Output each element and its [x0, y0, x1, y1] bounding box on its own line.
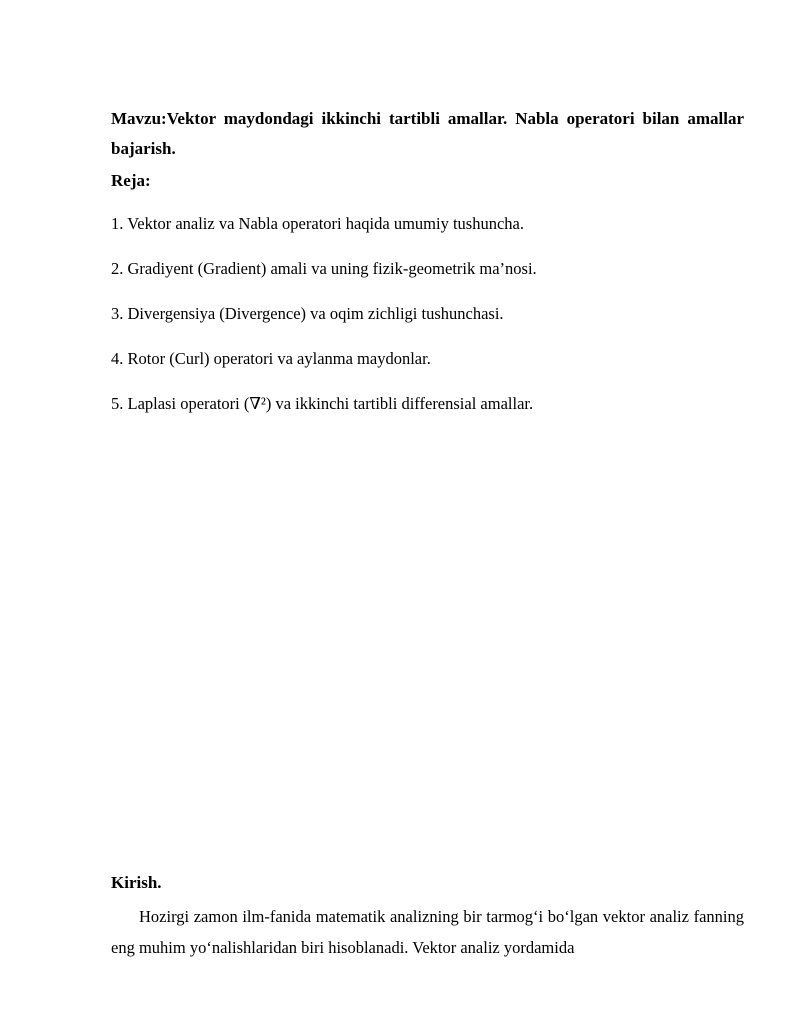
intro-paragraph: Hozirgi zamon ilm-fanida matematik analizning bir tarmog‘i bo‘lgan vektor analiz fanning eng muhim yo‘nalishlaridan biri hisoblanadi. Vektor analiz yordamida: [111, 907, 744, 957]
plan-heading: Reja:: [111, 171, 151, 190]
plan-item: 2. Gradiyent (Gradient) amali va uning fizik-geometrik ma’nosi.: [111, 259, 537, 278]
intro-heading: Kirish.: [111, 873, 162, 892]
plan-item: 3. Divergensiya (Divergence) va oqim zichligi tushunchasi.: [111, 304, 504, 323]
plan-list: [111, 214, 744, 439]
document-title: Mavzu:Vektor maydondagi ikkinchi tartibli amallar. Nabla operatori bilan amallar bajarish.: [111, 109, 744, 158]
plan-item: 1. Vektor analiz va Nabla operatori haqida umumiy tushuncha.: [111, 214, 524, 233]
plan-item: 5. Laplasi operatori (∇²) va ikkinchi tartibli differensial amallar.: [111, 394, 534, 413]
plan-item: 4. Rotor (Curl) operatori va aylanma maydonlar.: [111, 349, 431, 368]
